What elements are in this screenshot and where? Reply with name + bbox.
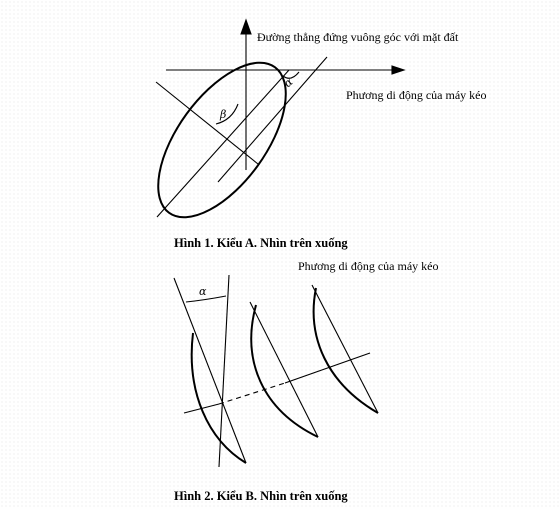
disc-ellipse — [134, 41, 311, 238]
ellipse-major-axis-line — [157, 70, 289, 217]
fig2-travel-direction-label: Phương di động của máy kéo — [298, 259, 439, 273]
fig2-slant-line-2 — [250, 302, 318, 437]
travel-direction-label: Phương di động của máy kéo — [346, 88, 487, 102]
fig2-alpha-angle-label: α — [199, 285, 207, 298]
fig2-vertical-line — [219, 275, 229, 467]
alpha-angle-label: α — [281, 75, 296, 90]
beta-angle-label: β — [220, 108, 227, 121]
fig2-slant-line-1 — [174, 278, 246, 463]
vertical-line-label: Đường thẳng đứng vuông góc với mặt đất — [257, 30, 459, 44]
fig2-horizontal-line-right — [285, 353, 370, 383]
figure-1-caption: Hình 1. Kiểu A. Nhìn trên xuống — [174, 236, 348, 250]
perpendicular-line — [156, 82, 258, 164]
figure-2-diagram — [174, 275, 378, 467]
vertical-axis-arrowhead — [241, 20, 251, 34]
parallel-tangent-line — [218, 57, 327, 182]
fig2-horizontal-dashed — [219, 383, 285, 404]
figure-2-caption: Hình 2. Kiểu B. Nhìn trên xuống — [174, 489, 348, 503]
fig2-slant-line-3 — [312, 285, 378, 413]
figure-1-diagram — [134, 20, 404, 239]
travel-direction-arrowhead — [392, 66, 404, 74]
